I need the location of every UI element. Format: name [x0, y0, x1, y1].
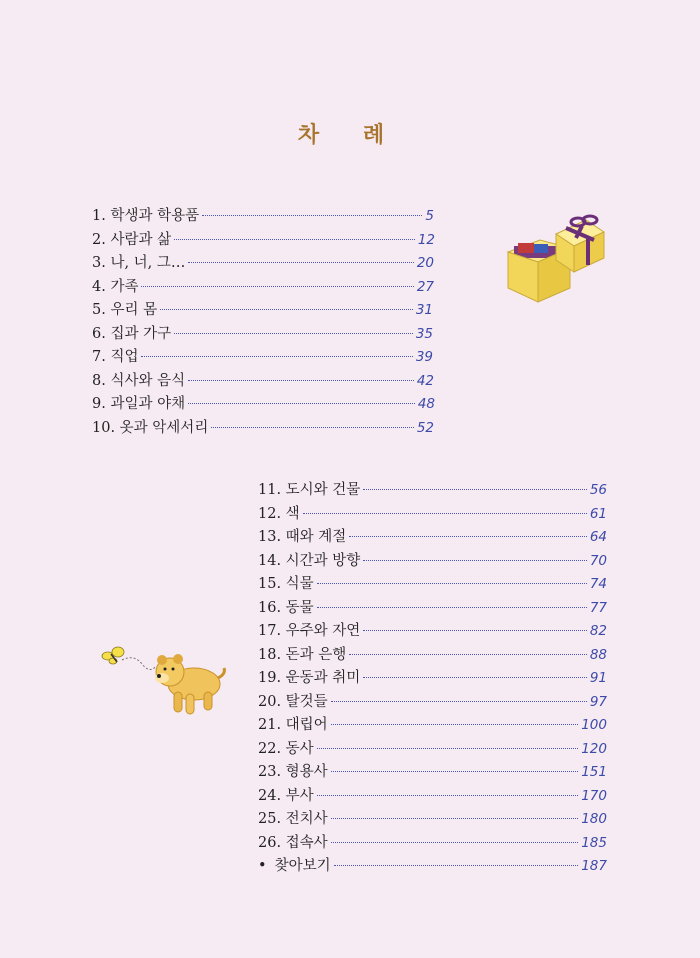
toc-entry-label: 13. 때와 계절 — [258, 529, 347, 545]
toc-entry-page: 170 — [581, 787, 607, 804]
toc-entry-page: 31 — [415, 302, 433, 318]
toc-entry-label: 11. 도시와 건물 — [258, 482, 361, 498]
toc-entry[interactable] — [92, 392, 435, 416]
toc-entry[interactable] — [258, 502, 607, 526]
dot-leader — [188, 403, 415, 404]
toc-entry-label: 25. 전치사 — [258, 811, 328, 827]
toc-entry-page: 27 — [416, 278, 434, 295]
toc-entry-page: 82 — [589, 623, 607, 639]
toc-entry-page: 12 — [417, 231, 435, 248]
toc-entry-label — [258, 854, 331, 875]
toc-entry-index[interactable] — [258, 854, 607, 878]
toc-entry[interactable] — [258, 807, 607, 831]
toc-entry-page: 97 — [589, 693, 607, 710]
toc-entry-page: 52 — [416, 419, 434, 436]
dot-leader — [317, 583, 587, 584]
dot-leader — [349, 654, 587, 655]
dot-leader — [303, 513, 587, 514]
toc-entry[interactable] — [258, 666, 607, 690]
toc-entry-label: 14. 시간과 방향 — [258, 552, 361, 569]
toc-entry-label: 22. 동사 — [258, 740, 314, 757]
toc-entry-page: 185 — [581, 834, 607, 851]
toc-entry-page: 64 — [589, 529, 607, 545]
toc-entry-page: 74 — [589, 576, 607, 592]
toc-entry-page: 77 — [589, 599, 607, 616]
toc-section-2 — [258, 478, 607, 878]
toc-entry[interactable] — [92, 369, 434, 393]
toc-entry-label: 15. 식물 — [258, 576, 314, 592]
toc-entry[interactable] — [258, 596, 607, 620]
toc-entry-label: 16. 동물 — [258, 599, 314, 616]
toc-entry[interactable] — [92, 275, 434, 299]
dot-leader — [331, 842, 579, 843]
toc-entry-label: 10. 옷과 악세서리 — [92, 419, 209, 436]
toc-entry-label: 26. 접속사 — [258, 834, 328, 851]
dot-leader — [334, 865, 579, 866]
dot-leader — [317, 748, 579, 749]
toc-entry-label: 1. 학생과 학용품 — [92, 208, 200, 224]
toc-entry[interactable] — [258, 525, 607, 549]
dot-leader — [317, 795, 579, 796]
toc-entry[interactable] — [258, 619, 607, 643]
dot-leader — [317, 607, 587, 608]
dot-leader — [363, 630, 586, 631]
toc-entry-label: 3. 나, 너, 그… — [92, 255, 186, 271]
toc-entry[interactable] — [258, 760, 607, 784]
toc-entry-label: 8. 식사와 음식 — [92, 372, 186, 389]
dot-leader — [188, 262, 413, 263]
toc-entry-label: 6. 집과 가구 — [92, 325, 172, 342]
dot-leader — [188, 380, 414, 381]
toc-entry-page: 70 — [589, 552, 607, 569]
toc-entry-page: 187 — [581, 858, 607, 874]
toc-entry-page: 56 — [589, 482, 607, 498]
dot-leader — [211, 427, 413, 428]
toc-entry-page: 39 — [415, 349, 433, 365]
dot-leader — [174, 239, 415, 240]
toc-entry-page: 120 — [581, 740, 607, 757]
dot-leader — [331, 701, 587, 702]
toc-entry[interactable] — [258, 572, 607, 596]
toc-entry-page: 42 — [416, 372, 434, 389]
toc-entry-label: 20. 탈것들 — [258, 693, 328, 710]
toc-entry-page: 35 — [415, 325, 433, 342]
bullet-icon: • — [258, 858, 267, 874]
toc-entry[interactable] — [258, 831, 607, 855]
toc-entry[interactable] — [258, 643, 607, 667]
toc-entry[interactable] — [92, 251, 434, 275]
dog-icon — [155, 654, 224, 714]
dot-leader — [141, 356, 412, 357]
butterfly-icon — [102, 647, 124, 664]
toc-entry-label: 7. 직업 — [92, 349, 139, 365]
toc-entry[interactable] — [92, 298, 433, 322]
toc-section-1 — [92, 204, 435, 439]
dog-with-butterfly-illustration — [98, 640, 228, 720]
toc-entry-label: 5. 우리 몸 — [92, 302, 158, 318]
toc-entry-label: 2. 사람과 삶 — [92, 231, 172, 248]
page-title: 차 례 — [297, 123, 403, 148]
toc-entry-label: 21. 대립어 — [258, 717, 328, 733]
toc-entry[interactable] — [92, 228, 435, 252]
dot-leader — [331, 724, 579, 725]
dot-leader — [349, 536, 587, 537]
toc-entry[interactable] — [258, 713, 607, 737]
toc-entry[interactable] — [258, 784, 607, 808]
toc-entry-label: 17. 우주와 자연 — [258, 623, 361, 639]
dot-leader — [141, 286, 413, 287]
toc-entry-page: 20 — [416, 255, 434, 271]
toc-entry-label: 12. 색 — [258, 505, 300, 522]
toc-entry[interactable] — [92, 322, 433, 346]
dot-leader — [363, 560, 586, 561]
dot-leader — [202, 215, 422, 216]
dot-leader — [174, 333, 413, 334]
dot-leader — [160, 309, 413, 310]
toc-entry-label: 9. 과일과 야채 — [92, 396, 186, 412]
dot-leader — [331, 818, 579, 819]
toc-entry-page: 61 — [589, 505, 607, 522]
index-label: 찾아보기 — [274, 858, 331, 874]
toc-entry[interactable] — [92, 416, 434, 440]
toc-entry[interactable] — [92, 204, 434, 228]
toc-entry[interactable] — [258, 549, 607, 573]
toc-entry[interactable] — [258, 737, 607, 761]
toc-entry-page: 91 — [589, 670, 607, 686]
toc-entry-label: 23. 형용사 — [258, 764, 328, 780]
toc-entry-page: 5 — [425, 208, 434, 224]
toc-entry-page: 88 — [589, 646, 607, 663]
toc-entry-label: 19. 운동과 취미 — [258, 670, 361, 686]
dot-leader — [331, 771, 579, 772]
toc-entry[interactable] — [258, 690, 607, 714]
toc-entry-page: 151 — [581, 764, 607, 780]
toc-entry-label: 18. 돈과 은행 — [258, 646, 347, 663]
toc-entry-page: 48 — [417, 396, 435, 412]
toc-entry[interactable] — [258, 478, 607, 502]
toc-entry[interactable] — [92, 345, 433, 369]
toc-entry-label: 24. 부사 — [258, 787, 314, 804]
gift-box-illustration — [500, 210, 610, 310]
toc-entry-page: 180 — [581, 811, 607, 827]
toc-entry-label: 4. 가족 — [92, 278, 139, 295]
dot-leader — [363, 677, 586, 678]
toc-entry-page: 100 — [581, 717, 607, 733]
dot-leader — [363, 489, 586, 490]
